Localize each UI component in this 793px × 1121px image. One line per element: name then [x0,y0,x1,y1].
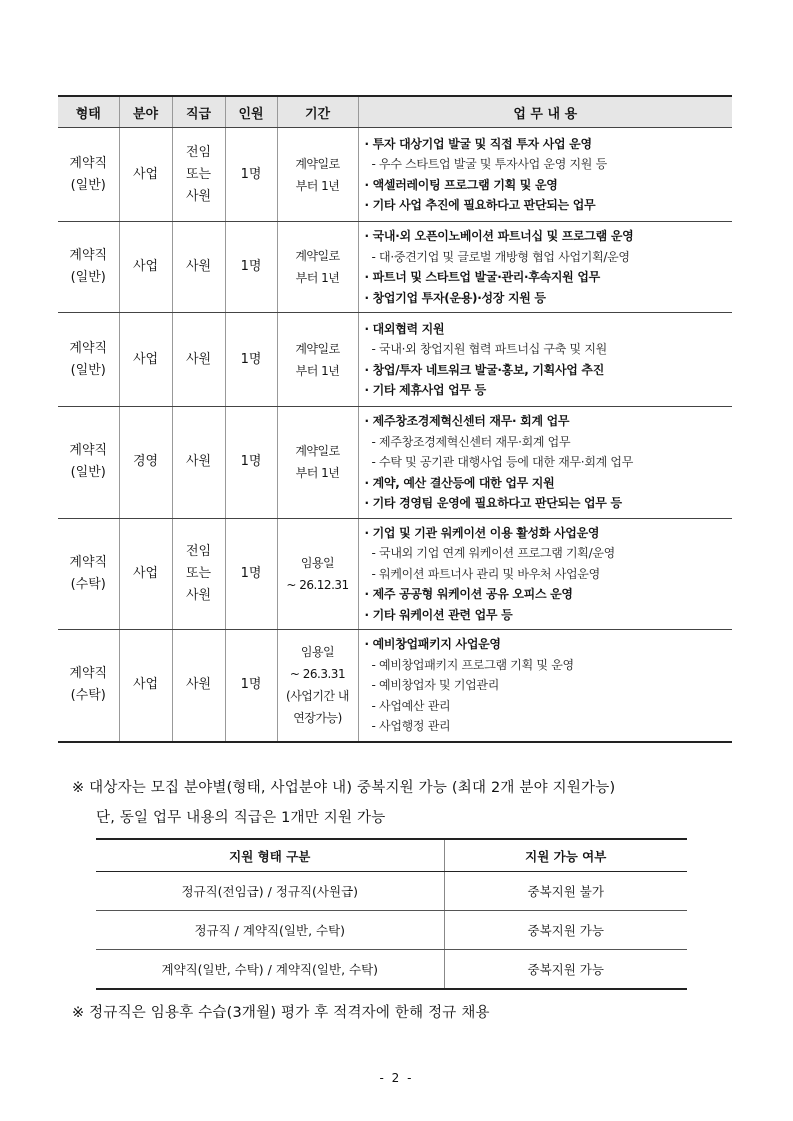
type-cell-line: (수탁) [70,688,106,704]
rank-cell-line: 또는 [185,565,212,581]
duties-cell [358,222,732,313]
period-cell-line: 부터 1년 [295,178,340,193]
header-duties: 업 무 내 용 [358,96,732,128]
duty-subitem: - 우수 스타트업 발굴 및 투자사업 운영 지원 등 [371,157,607,171]
table-row [96,950,687,990]
table-header-row [58,96,732,128]
header-application-type: 지원 형태 구분 [96,839,444,872]
period-cell-line: 계약일로 [295,341,340,356]
duty-subitem: - 예비창업패키지 프로그램 기획 및 운영 [371,657,574,672]
field-cell: 사업 [119,313,172,407]
rank-cell-line: 전임 [185,144,212,160]
type-cell-line: 계약직 [69,443,108,459]
field-cell: 사업 [119,128,172,222]
note-duplicate-application: ※ 대상자는 모집 분야별(형태, 사업분야 내) 중복지원 가능 (최대 2개 분야 지원가능) [72,780,616,796]
header-rank: 직급 [172,96,225,128]
field-cell: 사업 [119,222,172,313]
application-eligibility-table [96,838,687,990]
period-cell [277,630,358,742]
rank-cell-line: 사원 [185,587,212,603]
period-cell-line: 부터 1년 [295,466,340,481]
note-probation: ※ 정규직은 임용후 수습(3개월) 평가 후 적격자에 한해 정규 채용 [72,1005,490,1021]
type-cell [58,222,119,313]
period-cell-line: 계약일로 [295,249,340,263]
application-type-cell: 정규직 / 계약직(일반, 수탁) [96,911,444,950]
header-period: 기간 [277,96,358,128]
field-cell: 사업 [119,630,172,742]
period-cell-line: (사업기간 내 [286,689,349,704]
rank-cell-line: 사원 [185,259,212,274]
table-row [58,222,732,313]
duty-item: · 기타 제휴사업 업무 등 [364,383,486,397]
period-cell [277,128,358,222]
duty-item: · 국내·외 오픈이노베이션 파트너십 및 프로그램 운영 [364,229,634,243]
rank-cell [172,630,225,742]
duty-subitem: - 대·중견기업 및 글로벌 개방형 협업 사업기획/운영 [371,249,630,264]
application-type-cell: 정규직(전임급) / 정규직(사원급) [96,872,444,911]
type-cell [58,630,119,742]
rank-cell [172,518,225,630]
recruitment-table [58,95,732,743]
duties-cell [358,407,732,519]
duty-item: · 기업 및 기관 워케이션 이용 활성화 사업운영 [364,525,600,540]
duty-item: · 제주창조경제혁신센터 재무· 회계 업무 [364,414,570,428]
rank-cell-line: 또는 [185,166,212,182]
field-cell: 경영 [119,407,172,519]
type-cell-line: (일반) [70,362,106,378]
duties-cell [358,518,732,630]
field-cell: 사업 [119,518,172,630]
duty-item: · 액셀러레이팅 프로그램 기획 및 운영 [364,177,558,192]
count-cell: 1명 [225,407,277,519]
period-cell [277,313,358,407]
rank-cell-line: 사원 [185,188,212,204]
duty-item: · 파트너 및 스타트업 발굴·관리·후속지원 업무 [364,270,600,284]
rank-cell-line: 전임 [185,543,212,559]
duty-subitem: - 제주창조경제혁신센터 재무·회계 업무 [371,434,571,449]
period-cell-line: 연장가능) [293,711,342,726]
period-cell [277,407,358,519]
count-cell: 1명 [225,518,277,630]
table-row [96,911,687,950]
duty-subitem: - 사업예산 관리 [371,698,451,713]
type-cell [58,313,119,407]
note-same-duty-restriction: 단, 동일 업무 내용의 직급은 1개만 지원 가능 [96,810,386,826]
table-row [58,518,732,630]
type-cell-line: (수탁) [70,576,106,592]
duty-subitem: - 사업행정 관리 [371,719,451,733]
duty-subitem: - 워케이션 파트너사 관리 및 바우처 사업운영 [371,566,600,581]
duty-item: · 투자 대상기업 발굴 및 직접 투자 사업 운영 [364,136,592,151]
header-field: 분야 [119,96,172,128]
eligibility-cell: 중복지원 불가 [444,872,687,911]
duty-item: · 제주 공공형 워케이션 공유 오피스 운영 [364,587,573,601]
type-cell-line: (일반) [70,270,106,285]
period-cell-line: ~ 26.3.31 [289,667,346,682]
application-type-cell: 계약직(일반, 수탁) / 계약직(일반, 수탁) [96,950,444,990]
type-cell-line: (일반) [70,177,106,193]
period-cell-line: 부터 1년 [295,271,340,285]
duty-item: · 기타 사업 추진에 필요하다고 판단되는 업무 [364,198,596,212]
duty-item: · 계약, 예산 결산등에 대한 업무 지원 [364,475,555,490]
rank-cell-line: 사원 [185,454,212,470]
header-eligibility: 지원 가능 여부 [444,839,687,872]
duties-cell [358,313,732,407]
period-cell [277,518,358,630]
period-cell-line: 부터 1년 [295,363,340,378]
table-header-row [96,839,687,872]
rank-cell-line: 사원 [185,351,212,367]
duties-cell [358,128,732,222]
rank-cell [172,222,225,313]
rank-cell [172,313,225,407]
type-cell-line: 계약직 [69,340,108,356]
duty-item: · 기타 워케이션 관련 업무 등 [364,607,513,622]
duties-cell [358,630,732,742]
period-cell-line: 계약일로 [295,156,340,171]
period-cell-line: ~ 26.12.31 [286,577,349,592]
duty-item: · 예비창업패키지 사업운영 [364,637,501,651]
table-row [58,407,732,519]
type-cell-line: 계약직 [69,248,108,263]
type-cell-line: 계약직 [69,155,108,171]
eligibility-cell: 중복지원 가능 [444,911,687,950]
count-cell: 1명 [225,128,277,222]
period-cell-line: 임용일 [300,555,335,570]
table-row [58,313,732,407]
type-cell [58,407,119,519]
table-row [96,872,687,911]
duty-subitem: - 수탁 및 공기관 대행사업 등에 대한 재무·회계 업무 [371,455,634,469]
table-row [58,128,732,222]
duty-subitem: - 국내·외 창업지원 협력 파트너십 구축 및 지원 [371,342,607,356]
duty-item: · 대외협력 지원 [364,321,445,336]
count-cell: 1명 [225,222,277,313]
duty-subitem: - 국내외 기업 연계 워케이션 프로그램 기획/운영 [371,546,615,560]
rank-cell-line: 사원 [185,677,212,693]
count-cell: 1명 [225,630,277,742]
period-cell-line: 계약일로 [295,444,340,459]
rank-cell [172,407,225,519]
page-number: - 2 - [379,1071,414,1085]
count-cell: 1명 [225,313,277,407]
table-row [58,630,732,742]
header-count: 인원 [225,96,277,128]
eligibility-cell: 중복지원 가능 [444,950,687,990]
type-cell [58,128,119,222]
type-cell-line: 계약직 [69,666,108,682]
duty-item: · 기타 경영팀 운영에 필요하다고 판단되는 업무 등 [364,496,622,510]
period-cell-line: 임용일 [300,645,335,660]
type-cell-line: 계약직 [69,554,108,570]
rank-cell [172,128,225,222]
duty-item: · 창업기업 투자(운용)·성장 지원 등 [364,290,546,305]
duty-subitem: - 예비창업자 및 기업관리 [371,678,499,692]
type-cell-line: (일반) [70,465,106,481]
period-cell [277,222,358,313]
duty-item: · 창업/투자 네트워크 발굴·홍보, 기획사업 추진 [364,362,605,377]
header-type: 형태 [58,96,119,128]
type-cell [58,518,119,630]
